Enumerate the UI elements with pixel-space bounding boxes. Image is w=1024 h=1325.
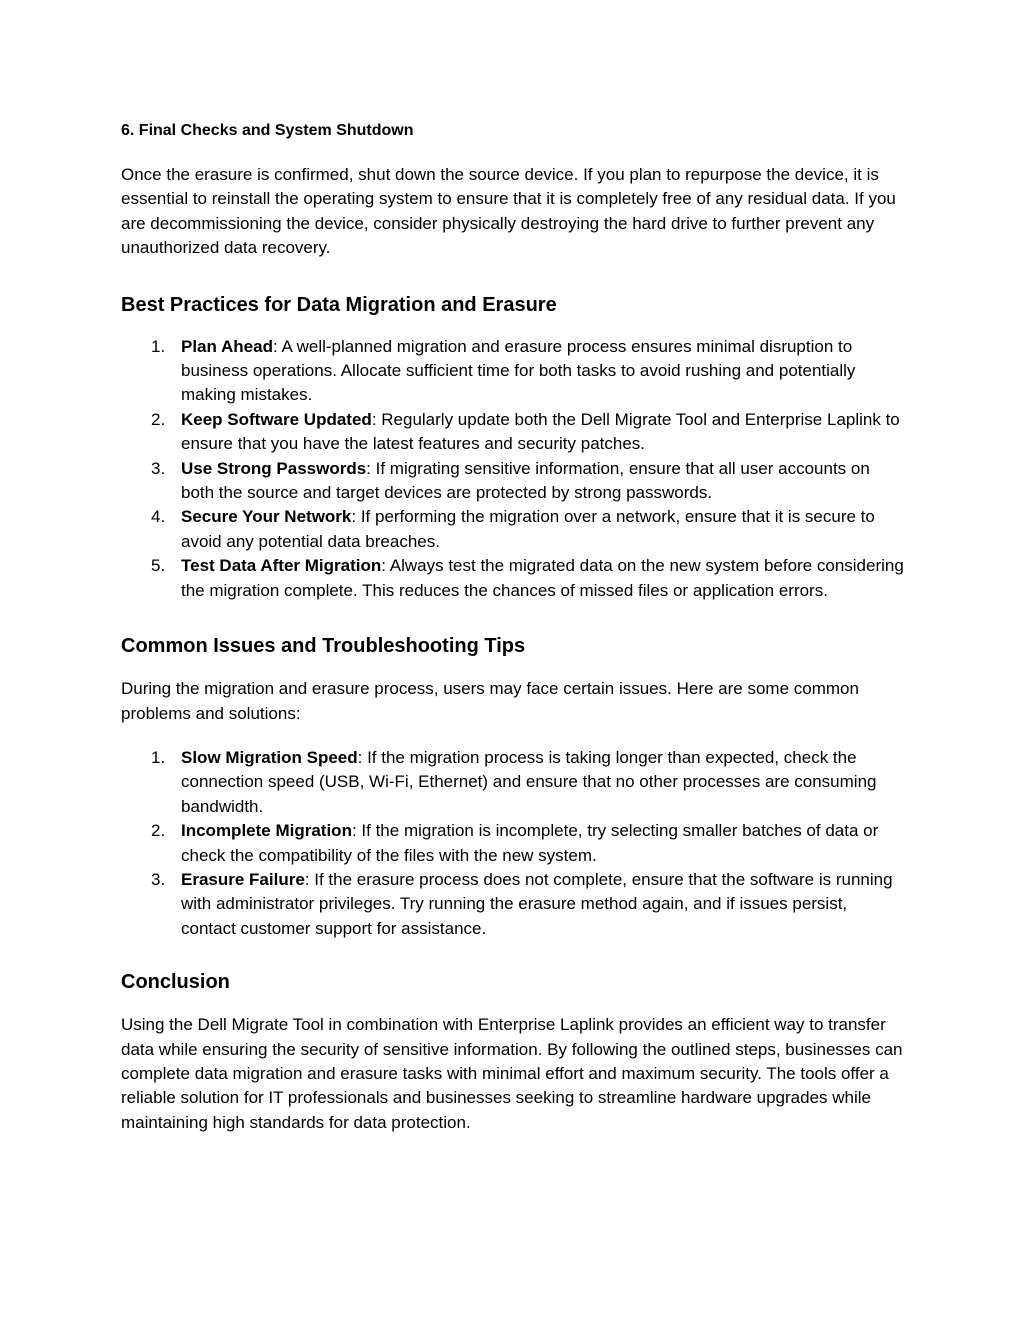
best-practices-heading: Best Practices for Data Migration and Erasure: [121, 293, 557, 316]
list-item-term: Incomplete Migration: [181, 821, 352, 841]
list-item-text: : If the migration process is taking longer than expected, check the connection speed (USB, Wi-Fi, Ethernet) and ensure that no other processes are consuming bandwidth.: [181, 747, 877, 816]
list-item-text: : If migrating sensitive information, ensure that all user accounts on both the source and target devices are protected by strong passwords.: [181, 458, 870, 503]
list-item-text: : If performing the migration over a network, ensure that it is secure to avoid any potential data breaches.: [181, 507, 875, 551]
list-item-term: Plan Ahead: [181, 336, 273, 356]
list-number: 1.: [151, 747, 166, 767]
issues-heading: Common Issues and Troubleshooting Tips: [121, 635, 526, 658]
list-number: 2.: [151, 409, 166, 429]
list-item-term: Keep Software Updated: [181, 409, 372, 429]
best-practices-list: [121, 335, 906, 603]
list-number: 2.: [151, 821, 166, 841]
conclusion-heading: Conclusion: [121, 971, 230, 994]
list-number: 4.: [151, 507, 166, 527]
list-number: 1.: [151, 336, 166, 356]
issues-intro-paragraph: During the migration and erasure process, users may face certain issues. Here are some common problems and solutions:: [121, 679, 859, 723]
list-item-term: Secure Your Network: [181, 507, 352, 527]
list-number: 5.: [151, 556, 166, 576]
list-item: [121, 819, 906, 868]
list-item: [121, 505, 906, 554]
list-item: [121, 554, 906, 603]
list-item: [121, 457, 906, 506]
list-number: 3.: [151, 869, 166, 889]
list-item: [121, 868, 906, 941]
list-item-term: Slow Migration Speed: [181, 747, 358, 767]
list-item: [121, 335, 906, 408]
list-item-text: : Always test the migrated data on the new system before considering the migration complete. This reduces the chances of missed files or application errors.: [181, 556, 904, 600]
list-item-text: : If the erasure process does not complete, ensure that the software is running with administrator privileges. Try running the erasure method again, and if issues persist, contact customer support for assistance.: [181, 869, 893, 938]
list-item: [121, 746, 906, 819]
list-number: 3.: [151, 458, 166, 478]
step-6-heading: 6. Final Checks and System Shutdown: [121, 122, 414, 139]
list-item-text: : Regularly update both the Dell Migrate Tool and Enterprise Laplink to ensure that you have the latest features and security patches.: [181, 409, 900, 454]
document-page: [121, 119, 906, 1135]
issues-list: [121, 746, 906, 941]
list-item-text: : A well-planned migration and erasure process ensures minimal disruption to business operations. Allocate sufficient time for both tasks to avoid rushing and potentially making mistakes.: [181, 336, 856, 405]
list-item: [121, 408, 906, 457]
list-item-term: Erasure Failure: [181, 869, 305, 889]
step-6-paragraph: Once the erasure is confirmed, shut down the source device. If you plan to repurpose the device, it is essential to reinstall the operating system to ensure that it is completely free of any residual data. If you are decommissioning the device, consider physically destroying the hard drive to further prevent any unauthorized data recovery.: [121, 165, 896, 258]
conclusion-paragraph: Using the Dell Migrate Tool in combination with Enterprise Laplink provides an efficient way to transfer data while ensuring the security of sensitive information. By following the outlined steps, businesses can complete data migration and erasure tasks with minimal effort and maximum security. The tools offer a reliable solution for IT professionals and businesses seeking to streamline hardware upgrades while maintaining high standards for data protection.: [121, 1015, 903, 1132]
list-item-text: : If the migration is incomplete, try selecting smaller batches of data or check the compatibility of the files with the new system.: [181, 821, 879, 865]
list-item-term: Test Data After Migration: [181, 556, 382, 576]
list-item-term: Use Strong Passwords: [181, 458, 367, 478]
